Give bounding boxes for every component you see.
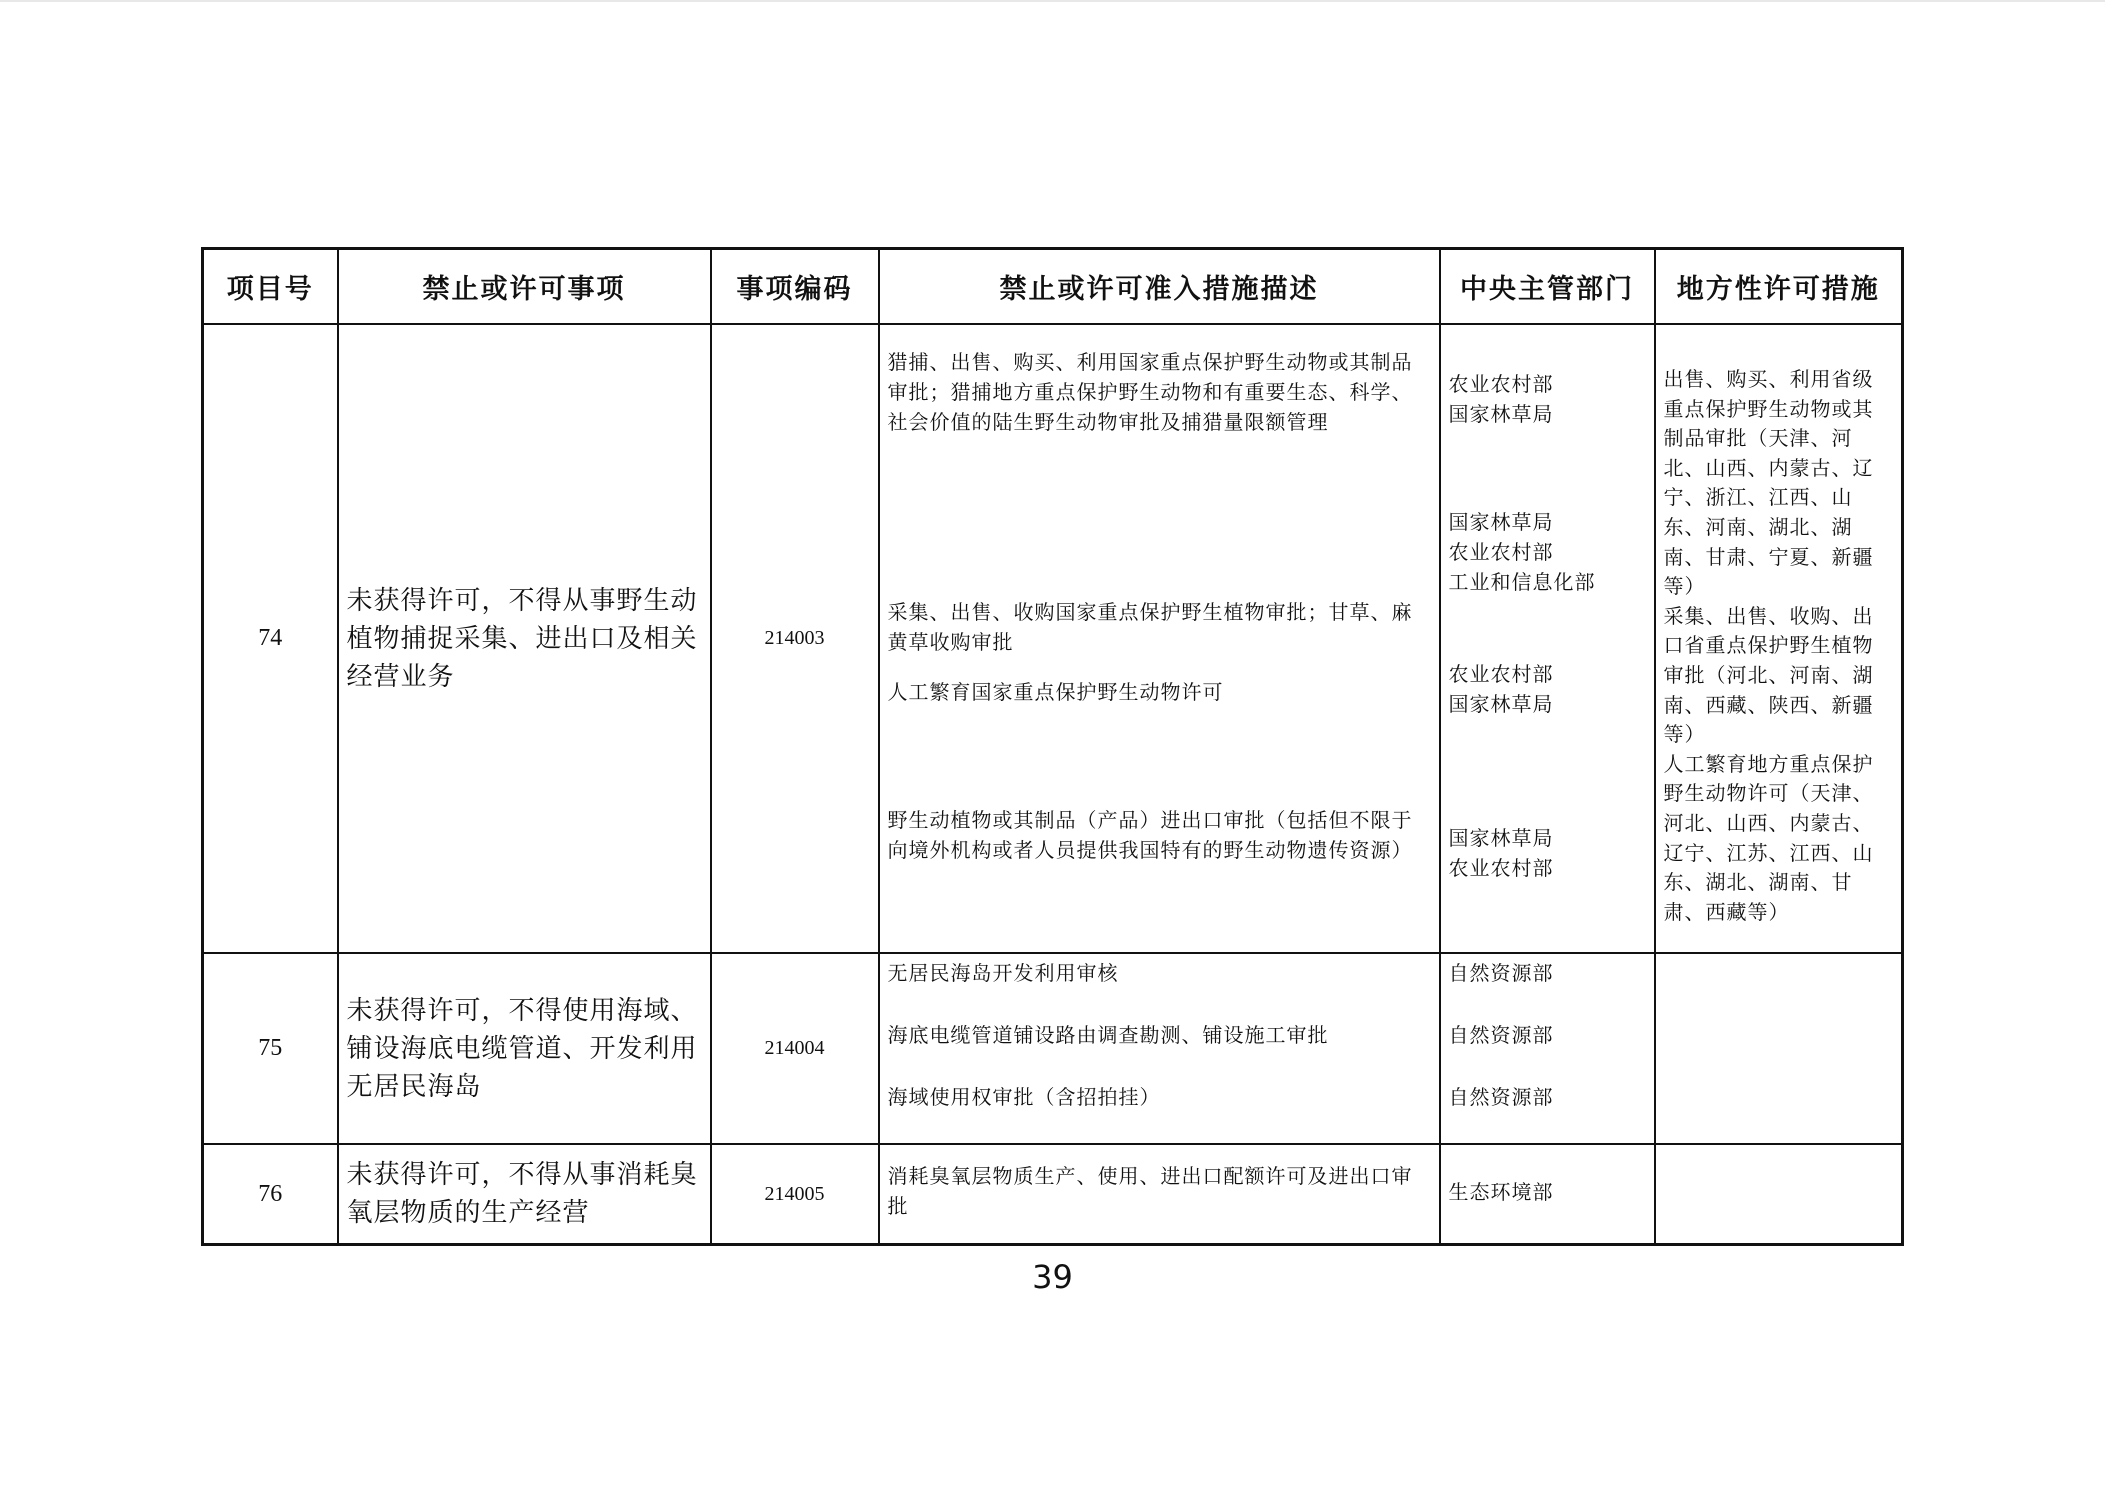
table-header-row [203, 249, 1903, 325]
item-code: 214004 [711, 953, 879, 1144]
local-measures: 出售、购买、利用省级重点保护野生动物或其制品审批（天津、河北、山西、内蒙古、辽宁、浙江、江西、山东、河南、湖北、湖南、甘肃、宁夏、新疆等） 采集、出售、收购、出口省重点保护野生植物审批（河北、河南、湖南、西藏、陕西、新疆等） 人工繁育地方重点保护野生动物许可（天津、河北、山西、内蒙古、辽宁、江苏、江西、山东、湖北、湖南、甘肃、西藏等） [1663, 367, 1874, 924]
measure-description: 猎捕、出售、购买、利用国家重点保护野生动物或其制品审批；猎捕地方重点保护野生动物和有重要生态、科学、社会价值的陆生野生动物审批及捕猎量限额管理 [887, 350, 1413, 434]
central-department: 农业农村部 国家林草局 [1448, 662, 1554, 716]
central-department: 自然资源部 [1448, 1023, 1554, 1047]
page-top-rule [0, 0, 2105, 2]
central-department: 国家林草局 农业农村部 工业和信息化部 [1448, 510, 1596, 594]
table-row [203, 953, 1903, 1144]
measure-description: 无居民海岛开发利用审核 [887, 961, 1119, 985]
measure-description-cell [879, 1144, 1440, 1245]
header-central-department: 中央主管部门 [1440, 249, 1655, 325]
local-measures-cell [1655, 953, 1903, 1144]
local-measures-cell [1655, 1144, 1903, 1245]
measure-description: 采集、出售、收购国家重点保护野生植物审批；甘草、麻黄草收购审批 [887, 600, 1413, 654]
header-measure-description: 禁止或许可准入措施描述 [879, 249, 1440, 325]
item-code: 214005 [711, 1144, 879, 1245]
permit-table [201, 247, 1904, 1246]
central-department: 自然资源部 [1448, 1085, 1554, 1109]
measure-description: 消耗臭氧层物质生产、使用、进出口配额许可及进出口审批 [887, 1164, 1413, 1218]
header-item-number: 项目号 [203, 249, 338, 325]
central-department: 国家林草局 农业农村部 [1448, 826, 1554, 880]
measure-description-cell [879, 953, 1440, 1144]
table-row [203, 1144, 1903, 1245]
central-department: 农业农村部 国家林草局 [1448, 372, 1554, 426]
measure-description: 海底电缆管道铺设路由调查勘测、铺设施工审批 [887, 1023, 1329, 1047]
table-row [203, 324, 1903, 953]
header-item: 禁止或许可事项 [338, 249, 711, 325]
item-title: 未获得许可，不得从事野生动植物捕捉采集、进出口及相关经营业务 [338, 324, 711, 953]
item-number: 75 [203, 953, 338, 1144]
item-number: 76 [203, 1144, 338, 1245]
measure-description-cell [879, 324, 1440, 953]
item-code: 214003 [711, 324, 879, 953]
department-cell [1440, 953, 1655, 1144]
header-local-measures: 地方性许可措施 [1655, 249, 1903, 325]
item-title: 未获得许可，不得从事消耗臭氧层物质的生产经营 [338, 1144, 711, 1245]
item-title: 未获得许可，不得使用海域、铺设海底电缆管道、开发利用无居民海岛 [338, 953, 711, 1144]
department-cell [1440, 324, 1655, 953]
local-measures-cell [1655, 324, 1903, 953]
central-department: 生态环境部 [1448, 1180, 1554, 1204]
central-department: 自然资源部 [1448, 961, 1554, 985]
header-item-code: 事项编码 [711, 249, 879, 325]
measure-description: 海域使用权审批（含招拍挂） [887, 1085, 1161, 1109]
measure-description: 野生动植物或其制品（产品）进出口审批（包括但不限于向境外机构或者人员提供我国特有的野生动物遗传资源） [887, 808, 1413, 862]
measure-description: 人工繁育国家重点保护野生动物许可 [887, 680, 1224, 704]
page-number: 39 [1032, 1258, 1073, 1296]
item-number: 74 [203, 324, 338, 953]
department-cell [1440, 1144, 1655, 1245]
